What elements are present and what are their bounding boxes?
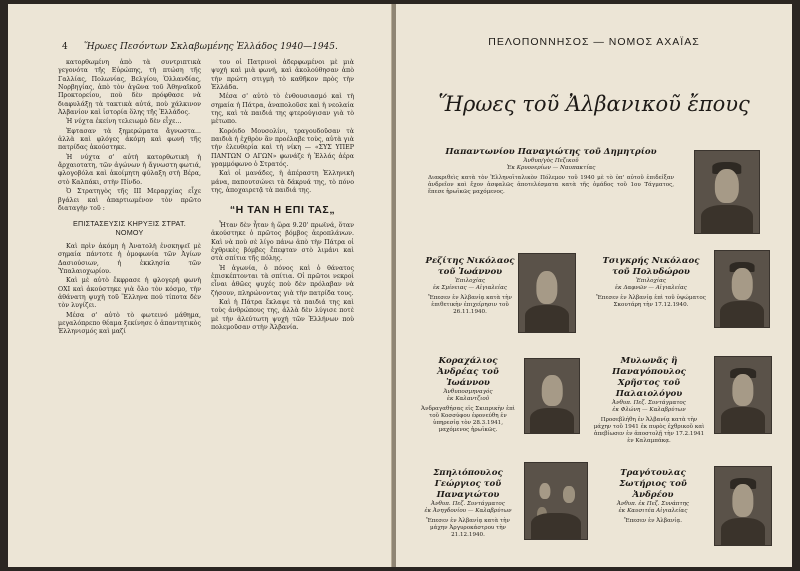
paragraph: Ἡ νύχτα ἐκείνη τελειωμὸ δὲν εἶχε... (66, 118, 182, 126)
paragraph: Καὶ μὲ αὐτὸ ἔκφρασε ἡ φλογερὴ φωνὴ ΟΧΙ καὶ ἀκούστηκε γιὰ ὅλο τὸν κόσμο, τὴν ἀθάνατη ψυχὴ τοῦ Ἕλληνα πού τίποτα δὲν τὸν λυγίζει. (58, 277, 201, 310)
hero-portrait-photo (714, 356, 772, 434)
paragraph: Μέσα σ' αὐτὸ τὸ ἐνθουσιασμό καὶ τὴ σημαία ἡ Πάτρα, ἀναπολοῦσε καὶ ἡ νεολαία της, καὶ τὰ παιδιά της φτερούγισαν γιὰ τὸ μέτωπο. (211, 93, 354, 126)
uniform-shape (721, 407, 766, 433)
face-shape (539, 483, 550, 500)
hero-rank: Ἀνθυπ. ἐκ Πεζ. Συνάπτης (616, 501, 690, 507)
hero-rank: Ἀνθυπ/γὸς Πεζικοῦ (523, 158, 579, 164)
hero-entry (596, 256, 706, 309)
paragraph: Καὶ πρὶν ἀκόμη ἡ Ἀνατολὴ ἐνσκηψεῖ μὲ σημαία πάντοτε ἡ ὁμοφωνία τῶν Ἀγίων Δασιούσιων, ἡ ἐκκλησία τῶν Ὑπαλαιοχωρίου. (58, 242, 201, 275)
uniform-shape (701, 205, 752, 233)
hero-description: Ἀνδραγαθήσας εἰς Σκιπρικὴν ἐπὶ τοῦ Κοσσύφου ἐφονεύθη ἐν ὑπηρεσίᾳ τὸν 28.3.1941, μαχόμενος ἡρωϊκῶς. (421, 406, 515, 433)
hero-name: Μυλωνᾶς ἢ Παναγόπουλος Χρῆστος τοῦ Παλαιολόγου (612, 356, 686, 399)
left-page (8, 4, 392, 567)
hero-rank: Ἀνθυπ. Πεζ. Συντάγματος (431, 501, 505, 507)
paragraph: Ἡ ἀγωνία, ὁ πόνος καὶ ὁ θάνατος ἐπισκέπτονται τὰ σπίτια. Οἱ πρῶτοι νεκροὶ εἶναι ἀθῶες ψυχές ποὺ δὲν πρόλαβαν νὰ ζήσουν, πληρώνοντας γιὰ τὴν πατρίδα τους. (211, 264, 354, 297)
face-shape (732, 484, 753, 517)
face-shape (536, 271, 557, 304)
section-heading: ΕΠΙΣΤΑΣΕΥΣΙΣ ΚΗΡΥΞΙΣ ΣΤΡΑΤ. ΝΟΜΟΥ (72, 219, 186, 237)
paragraph: Ὁ Στρατηγὸς τῆς ΙΙΙ Μεραρχίας εἶχε βγάλει καὶ ἀπαρτιωμένον τὸν πρῶτο διαταγὴν τοῦ : (58, 188, 201, 212)
hero-description: Ἔπεσεν ἐν Ἀλβανίᾳ ἐπὶ τοῦ ὑψώματος Σκουτάρη τὴν 17.12.1940. (596, 295, 706, 308)
paragraph: Καὶ οἱ μανάδες, ἡ ἀπέραστη Ἑλληνικὴ μάνα, παπουτσώνει τὰ δάκρυά της, τὸ πόνο της, ἀποχαιρετᾷ τὰ παιδιά της. (211, 170, 354, 195)
paragraph: Κορόιδο Μουσολίνι, τραγουδοῦσαν τὰ παιδιὰ ἡ ἐχθρὸν ἂν προέλαβε τοὺς, αὐτὰ γιὰ τὴν ἐλευθερία καὶ τὴ νίκη — «ΣΥΣ ΥΠΕΡ ΠΑΝΤΩΝ Ο ΑΓΩΝ» φωνάζε ἡ Ἑλλάς ἀέρα γραμμόφωνο ὁ Στρατός. (211, 127, 354, 169)
paragraph: Ἡ νύχτα σ' αὐτὴ κατορθωτικὴ ἡ ἄρχαιοτατη, τῶν ἀγώνων ἡ ἄγνωστη φωτιά, φλογοβόλα καὶ ἀκοίμητη φύλαξη στὴ Βέρα, στὸ Καλπάκι, στὴν Πίνδο. (58, 153, 201, 186)
hero-portrait-photo (714, 250, 770, 328)
hero-description: Διακριθεὶς κατὰ τὸν Ἑλληνοϊταλικὸν Πόλεμον τοῦ 1940 μὲ τὸ ὑπ' αὐτοῦ ἐπιδείξαν ἀνδρεῖον καὶ ἔχον ἀσφαλῶς ἀποτελέσματα κατὰ τῆς ὁμάδος τοῦ 1ου Τάγματος, ἔπεσε ἡρωϊκῶς μαχόμενος. (428, 175, 674, 195)
hero-portrait-photo (524, 358, 580, 434)
text-column-1 (58, 59, 201, 338)
hero-entry (592, 356, 706, 445)
hero-portrait-photo (694, 150, 760, 234)
uniform-shape (525, 305, 570, 332)
paragraph: Ἐφτασαν τὰ ξημερώματα ἄγνωστα... ἀλλὰ καὶ φλόγες ἀκόμη καὶ φωνὴ τῆς πατρίδας ἀκούστηκε. (58, 127, 201, 152)
face-shape (732, 374, 753, 406)
hero-name: Παπαντωνίου Παναγιώτης τοῦ Δημητρίου (445, 147, 657, 157)
face-shape (563, 486, 574, 503)
hero-portrait-photo (714, 466, 772, 546)
hero-origin: Ἐκ Κρυονερίων — Ναυπακτίας (506, 165, 596, 171)
face-shape (715, 169, 739, 203)
running-title: Ἥρωες Πεσόντων Σκλαβωμένης Ἑλλάδος 1940—1945. (84, 42, 338, 52)
hero-name: Κοραχάλιος Ἀνδρέας τοῦ Ἰωάννου (437, 356, 499, 388)
hero-rank: Ἀνθυποσμηναγός (443, 389, 493, 395)
hero-rank: Ἀνθυπ. Πεζ. Συντάγματος (612, 400, 686, 406)
hero-rank: Ἐπιλοχίας (454, 278, 486, 284)
hero-origin: ἐκ Σμίνειας — Αἰγιαλείας (432, 285, 508, 291)
hero-entry (424, 256, 516, 316)
book-spread (8, 4, 792, 567)
face-shape (542, 375, 563, 406)
section-heading-large: “Η ΤΑΝ Η ΕΠΙ ΤΑΣ„ (229, 203, 336, 216)
hero-entry (600, 468, 706, 525)
hero-portrait-photo (518, 253, 576, 333)
hero-entry (418, 468, 518, 539)
hero-description: Ἔπεσεν ἐν Ἀλβανίᾳ κατὰ τὴν μάχην Ἀργυροκάστρου τὴν 21.12.1940. (426, 518, 510, 538)
region-header: ΠΕΛΟΠΟΝΝΗΣΟΣ — ΝΟΜΟΣ ΑΧΑΪΑΣ (488, 36, 700, 48)
hero-description: Ἔπεσεν ἐν Ἀλβανίᾳ. (623, 518, 683, 524)
paragraph: κατορθωμένη ἀπὸ τὰ συντριπτικὰ γεγονότα τῆς Εὐρώπης, τὴ πτώση τῆς Γαλλίας, Πολωνίας, Βελγίου, Ὁλλανδίας, Νορβηγίας, ἀπὸ τὸν ἀγῶνα τοῦ Ἀθηναϊκοῦ Προκτορείου, ποὺ δὲν πρόφθασε νὰ διαφυλάξῃ τὰ τακτικὰ αὐτά, ποὺ χάλκινον Ἀλβανίον καὶ ἱστορία ὅλης τῆς Ἑλλάδος. (58, 59, 201, 117)
paragraph: Μέσα σ' αὐτὸ τὸ φωτεινό μάθημα, μεγαλόπρεπο θέαμα ξεκίνησε ὁ ἀπαντητικὸς Ἑλληνισμός καὶ μαζί (58, 311, 201, 336)
right-page (396, 4, 792, 567)
hero-name: Τσιγκρής Νικόλαος τοῦ Πολυδώρου (602, 256, 700, 277)
text-column-2 (211, 59, 354, 333)
face-shape (732, 268, 753, 300)
hero-name: Τραγότουλας Σωτήριος τοῦ Ἀνδρέου (619, 468, 687, 500)
hero-rank: Ἐπιλοχίας (635, 278, 667, 284)
paragraph: Ἦταν δὲν ἦταν ἡ ὥρα 9.20' πρωϊνά, ὅταν ἀκούστηκε ὁ πρῶτος βόμβος ἀεροπλάνων. Καὶ νὰ ποὺ σὲ λίγο πάνω ἀπὸ τὴν Πάτρα οἱ ἐχθρικὲς βόμβες ἔπεφταν στὸ λιμάνι καὶ στὰ σπίτια τῆς πόλης. (211, 221, 354, 263)
hero-origin: ἐκ Καλαντζιοῦ (446, 396, 490, 402)
uniform-shape (530, 408, 573, 433)
page-number: 4 (62, 42, 68, 52)
hero-name: Σπηλιόπουλος Γεώργιος τοῦ Παναγιώτου (433, 468, 503, 500)
uniform-shape (720, 301, 763, 327)
hero-group-photo (524, 462, 588, 540)
hero-entry (428, 147, 674, 196)
hero-origin: ἐκ Καυσιτέα Αἰγιαλείας (618, 508, 688, 514)
hero-description: Ἔπεσεν ἐν Ἀλβανίᾳ κατὰ τὴν ἐπιθετικὴν ἐπιχείρησιν τοῦ 26.11.1940. (428, 295, 512, 315)
hero-entry (418, 356, 518, 434)
uniform-shape (531, 513, 581, 539)
hero-origin: ἐκ Δαφνῶν — Αἰγιαλείας (615, 285, 687, 291)
page-title: Ἥρωες τοῦ Ἀλβανικοῦ ἔπους (438, 92, 750, 116)
hero-name: Ρεζίτης Νικόλαος τοῦ Ἰωάννου (425, 256, 515, 277)
hero-origin: ἐκ Φλώνη — Καλαβρύτων (612, 407, 686, 413)
hero-description: Προσεβλήθη ἐν Ἀλβανίᾳ κατὰ τὴν μάχην τοῦ 1941 ἐκ πυρὸς ἐχθρικοῦ καὶ ἀπεβίωσεν ἐν ἀποστολῇ τὴν 17.2.1941 ἐν Καλαμπάκᾳ. (593, 417, 705, 444)
paragraph: του οἱ Πατρινοὶ ἀδερφωμένοι μὲ μιὰ ψυχὴ καὶ μιὰ φωνή, καὶ ἀκολούθησαν ἀπὸ τὴν πρώτη στιγμὴ τὸ καθῆκον πρὸς τὴν Ἑλλάδα. (211, 59, 354, 92)
paragraph: Καὶ ἡ Πάτρα ἔκλαψε τὰ παιδιά της καὶ τοὺς ἀνθρώπους της, ἀλλὰ δὲν λύγισε ποτὲ μὲ τὴν ἀλεύτωτη ψυχὴ τῶν Ἑλλήνων ποὺ πολεμοῦσαν στὴν Ἀλβανία. (211, 298, 354, 331)
uniform-shape (721, 518, 766, 545)
hero-origin: ἐκ Ἀνηγδονίου — Καλαβρύτων (424, 508, 512, 514)
